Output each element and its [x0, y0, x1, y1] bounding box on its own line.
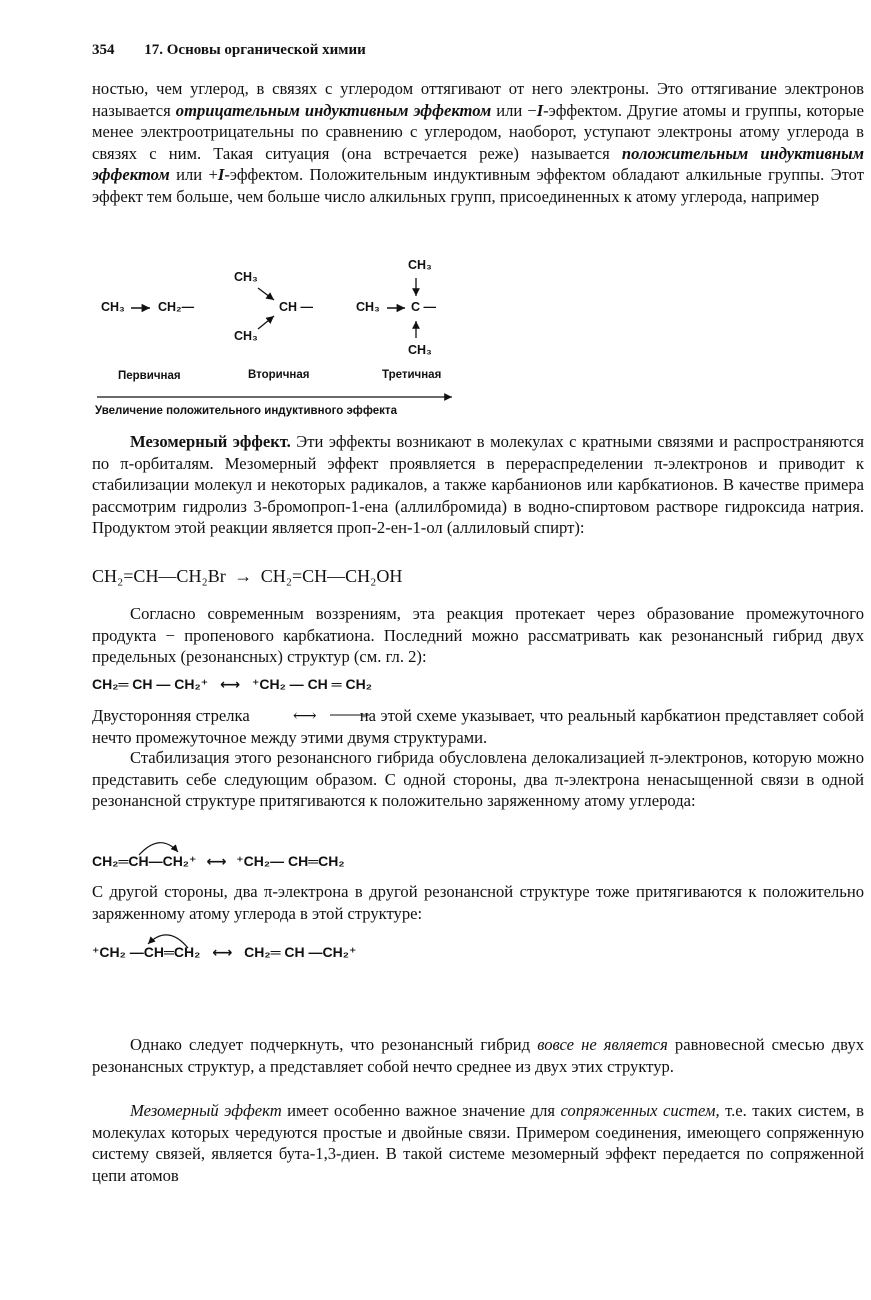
paragraph-mesomeric-effect [92, 431, 864, 539]
eq1-reactant: CH₂=CH—CH₂Br [92, 566, 226, 586]
equation-resonance-1 [92, 676, 372, 693]
text-run: на этой схеме указывает, что реальный карбкатион представляет собой нечто промежуточное между этими двумя структурами. [92, 706, 864, 747]
eq4-right: CH₂═ CH —CH₂⁺ [244, 944, 357, 960]
eq3-arrow: ⟷ [206, 853, 227, 869]
eq2-right: ⁺CH₂ — CH ═ CH₂ [251, 676, 372, 692]
paragraph-carbocation [92, 603, 864, 668]
term-mesomeric-effect: Мезомерный эффект [130, 1101, 282, 1120]
equation-hydrolysis [92, 566, 402, 587]
eq3-right: ⁺CH₂— CH═CH₂ [236, 853, 345, 869]
text-run: -эффектом. Положительным индуктивным эффектом обладают алкильные группы. Этот эффект тем больше, чем больше число алкильных групп, присоединенных к атому углерода, например [92, 165, 864, 206]
tertiary-ch3-left: CH₃ [356, 300, 380, 314]
emphasis-not-is: вовсе не является [537, 1035, 668, 1054]
eq2-arrow: ⟷ [219, 676, 241, 692]
text-run: т.е. таких систем, в молекулах которых чередуются простые и двойные связи. Примером соединения, имеющего сопряженную систему связей, является бута-1,3-диен. В такой системе мезомерный эффект передается по сопряженной цепи атомов [92, 1101, 865, 1185]
text-run: Согласно современным воззрениям, эта реакция протекает через образование промежуточного продукта − пропенового карбкатиона. Последний можно рассматривать как резонансный гибрид двух предельных (резонансных) структур (см. гл. 2): [92, 604, 864, 667]
paragraph-other-side [92, 881, 864, 924]
equation-resonance-3 [92, 944, 356, 961]
tertiary-c: C — [411, 300, 436, 314]
label-secondary: Вторичная [248, 369, 310, 381]
page-number: 354 [92, 42, 115, 58]
eq4-arrow: ⟷ [212, 944, 233, 960]
inline-double-arrow: ⟷ [292, 706, 317, 725]
secondary-ch3-bottom: CH₃ [234, 329, 258, 343]
term-conjugated-systems: сопряженных систем, [560, 1101, 720, 1120]
paragraph-delocalization [92, 747, 864, 812]
heading-mesomeric-effect: Мезомерный эффект. [130, 432, 291, 451]
text-run: Эти эффекты возникают в молекулах с кратными связями и распространяются по π-орбиталям. Мезомерный эффект проявляется в перераспределении π-электронов и приводит к стабилизации молекул и некоторых радикалов, а также карбанионов или карбкатионов. В качестве примера рассмотрим гидролиз 3-бромопроп-1-ена (аллилбромида) в водно-спиртовом растворе гидроксида натрия. Продуктом этой реакции является проп-2-ен-1-ол (аллиловый спирт): [92, 432, 864, 538]
eq4-left: ⁺CH₂ —CH═CH₂ [92, 944, 201, 960]
primary-ch2: CH₂— [158, 300, 195, 314]
text-run: или + [169, 165, 218, 185]
term-positive-inductive: положительным индуктивным эффектом [92, 143, 864, 185]
symbol-i: I [536, 100, 544, 120]
symbol-i: I [217, 165, 225, 185]
paragraph-conjugated [92, 1100, 864, 1186]
arrow-secondary-bottom [258, 316, 274, 329]
text-run: ностью, чем углерод, в связях с углеродом оттягивают от него электроны. Это оттягивание электронов называется [92, 79, 864, 120]
eq3-left: CH₂═CH—CH₂⁺ [92, 853, 197, 869]
text-run: Двусторонняя стрелка [92, 706, 250, 725]
label-tertiary: Третичная [382, 369, 442, 381]
eq1-arrow: → [234, 566, 253, 586]
paragraph-inductive-effect [92, 78, 864, 208]
term-negative-inductive: отрицательным индуктивным эффектом [175, 100, 492, 120]
equation-resonance-2 [92, 853, 345, 870]
text-run: Стабилизация этого резонансного гибрида обусловлена делокализацией π-электронов, которую можно представить себе следующим образом. С одной стороны, два π-электрона ненасыщенной связи в одной резонансной структуре притягиваются к положительно заряженному атому углерода: [92, 748, 864, 811]
text-run: С другой стороны, два π-электрона в другой резонансной структуре тоже притягиваются к положительно заряженному атому углерода в этой структуре: [92, 882, 864, 923]
tertiary-ch3-top: CH₃ [408, 258, 432, 272]
eq1-product: CH₂=CH—CH₂OH [260, 566, 403, 586]
running-header [92, 42, 366, 59]
text-run: или − [491, 100, 537, 120]
diagram-caption: Увеличение положительного индуктивного эффекта [95, 405, 397, 417]
chapter-title: 17. Основы органической химии [144, 42, 366, 58]
arrow-secondary-top [258, 288, 274, 300]
primary-ch3: CH₃ [101, 300, 125, 314]
eq2-left: CH₂═ CH — CH₂⁺ [92, 676, 209, 692]
paragraph-hybrid-note [92, 1034, 864, 1077]
text-run: равновесной смесью двух резонансных структур, а представляет собой нечто среднее из двух этих структур. [92, 1035, 864, 1076]
secondary-ch3-top: CH₃ [234, 270, 258, 284]
text-run: имеет особенно важное значение для [281, 1101, 561, 1120]
tertiary-ch3-bottom: CH₃ [408, 343, 432, 357]
paragraph-double-arrow [92, 705, 864, 748]
text-run: -эффектом. Другие атомы и группы, которые менее электроотрицательны по сравнению с углеродом, наоборот, уступают электроны атому углерода в связях с ним. Такая ситуация (она встречается реже) называется [92, 100, 864, 163]
text-run: Однако следует подчеркнуть, что резонансный гибрид [130, 1035, 538, 1054]
secondary-ch: CH — [279, 300, 314, 314]
label-primary: Первичная [118, 370, 181, 382]
